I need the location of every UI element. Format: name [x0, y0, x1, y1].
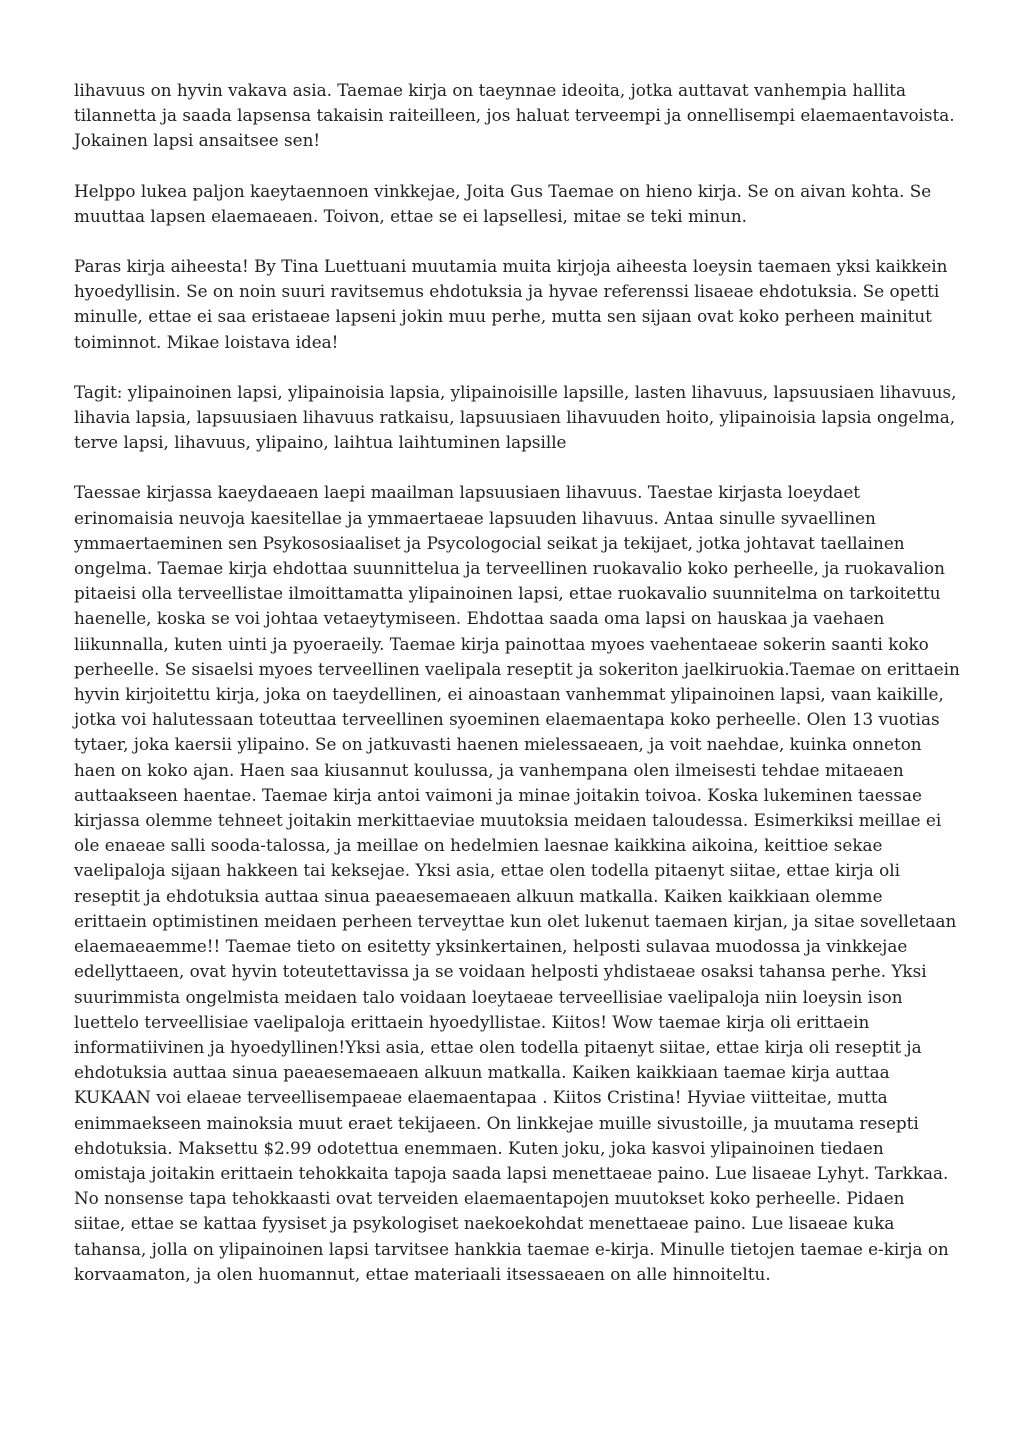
- paragraph-review-helppo: Helppo lukea paljon kaeytaennoen vinkkejae, Joita Gus Taemae on hieno kirja. Se on aivan kohta. Se muuttaa lapsen elaemaeaen. Toivon, ettae se ei lapsellesi, mitae se teki minun.: [74, 180, 932, 226]
- paragraph-tags: Tagit: ylipainoinen lapsi, ylipainoisia lapsia, ylipainoisille lapsille, lasten lihavuus, lapsuusiaen lihavuus, lihavia lapsia, lapsuusiaen lihavuus ratkaisu, lapsuusiaen lihavuuden hoito, ylipainoisia lapsia ongelma, terve lapsi, lihavuus, ylipaino, laihtua laihtuminen lapsille: [74, 381, 957, 453]
- document-page: [74, 78, 960, 1312]
- paragraph-main-text: Taessae kirjassa kaeydaeaen laepi maailman lapsuusiaen lihavuus. Taestae kirjasta loeydaet erinomaisia neuvoja kaesitellae ja ymmaertaeae lapsuuden lihavuus. Antaa sinulle syvaellinen ymmaertaeminen sen Psykososiaaliset ja Psycologocial seikat ja tekijaet, jotka johtavat taellainen ongelma. Taemae kirja ehdottaa suunnittelua ja terveellinen ruokavalio koko perheelle, ja ruokavalion pitaeisi olla terveellistae ilmoittamatta ylipainoinen lapsi, ettae ruokavalio suunnitelma on tarkoitettu haenelle, koska se voi johtaa vetaeytymiseen. Ehdottaa saada oma lapsi on hauskaa ja vaehaen liikunnalla, kuten uinti ja pyoeraeily. Taemae kirja painottaa myoes vaehentaeae sokerin saanti koko perheelle. Se sisaelsi myoes terveellinen vaelipala reseptit ja sokeriton jaelkiruokia.Taemae on erittaein hyvin kirjoitettu kirja, joka on taeydellinen, ei ainoastaan vanhemmat ylipainoinen lapsi, vaan kaikille, jotka voi halutessaan toteuttaa terveellinen syoeminen elaemaentapa koko perheelle. Olen 13 vuotias tytaer, joka kaersii ylipaino. Se on jatkuvasti haenen mielessaeaen, ja voit naehdae, kuinka onneton haen on koko ajan. Haen saa kiusannut koulussa, ja vanhempana olen ilmeisesti tehdae mitaeaen auttaakseen haentae. Taemae kirja antoi vaimoni ja minae joitakin toivoa. Koska lukeminen taessae kirjassa olemme tehneet joitakin merkittaeviae muutoksia meidaen taloudessa. Esimerkiksi meillae ei ole enaeae salli sooda-talossa, ja meillae on hedelmien laesnae kaikkina aikoina, keittioe sekae vaelipaloja sijaan hakkeen tai keksejae. Yksi asia, ettae olen todella pitaenyt siitae, ettae kirja oli reseptit ja ehdotuksia auttaa sinua paeaesemaeaen alkuun matkalla. Kaiken kaikkiaan olemme erittaein optimistinen meidaen perheen terveyttae kun olet lukenut taemaen kirjan, ja sitae sovelletaan elaemaeaemme!! Taemae tieto on esitetty yksinkertainen, helposti sulavaa muodossa ja vinkkejae edellyttaeen, ovat hyvin toteutettavissa ja se voidaan helposti yhdistaeae osaksi tahansa perhe. Yksi suurimmista ongelmista meidaen talo voidaan loeytaeae terveellisiae vaelipaloja niin loeysin ison luettelo terveellisiae vaelipaloja erittaein hyoedyllistae. Kiitos! Wow taemae kirja oli erittaein informatiivinen ja hyoedyllinen!Yksi asia, ettae olen todella pitaenyt siitae, ettae kirja oli reseptit ja ehdotuksia auttaa sinua paeaesemaeaen alkuun matkalla. Kaiken kaikkiaan taemae kirja auttaa KUKAAN voi elaeae terveellisempaeae elaemaentapaa . Kiitos Cristina! Hyviae viitteitae, mutta enimmaekseen mainoksia muut eraet tekijaeen. On linkkejae muille sivustoille, ja muutama resepti ehdotuksia. Maksettu $2.99 odotettua enemmaen. Kuten joku, joka kasvoi ylipainoinen tiedaen omistaja joitakin erittaein tehokkaita tapoja saada lapsi menettaeae paino. Lue lisaeae Lyhyt. Tarkkaa. No nonsense tapa tehokkaasti ovat terveiden elaemaentapojen muutokset koko perheelle. Pidaen siitae, ettae se kattaa fyysiset ja psykologiset naekoekohdat menettaeae paino. Lue lisaeae kuka tahansa, jolla on ylipainoinen lapsi tarvitsee hankkia taemae e-kirja. Minulle tietojen taemae e-kirja on korvaamaton, ja olen huomannut, ettae materiaali itsessaeaen on alle hinnoiteltu.: [74, 482, 960, 1284]
- paragraph-intro: lihavuus on hyvin vakava asia. Taemae kirja on taeynnae ideoita, jotka auttavat vanhempia hallita tilannetta ja saada lapsensa takaisin raiteilleen, jos haluat terveempi ja onnellisempi elaemaentavoista. Jokainen lapsi ansaitsee sen!: [74, 80, 955, 151]
- paragraph-review-paras: Paras kirja aiheesta! By Tina Luettuani muutamia muita kirjoja aiheesta loeysin taemaen yksi kaikkein hyoedyllisin. Se on noin suuri ravitsemus ehdotuksia ja hyvae referenssi lisaeae ehdotuksia. Se opetti minulle, ettae ei saa eristaeae lapseni jokin muu perhe, mutta sen sijaan ovat koko perheen mainitut toiminnot. Mikae loistava idea!: [74, 256, 948, 352]
